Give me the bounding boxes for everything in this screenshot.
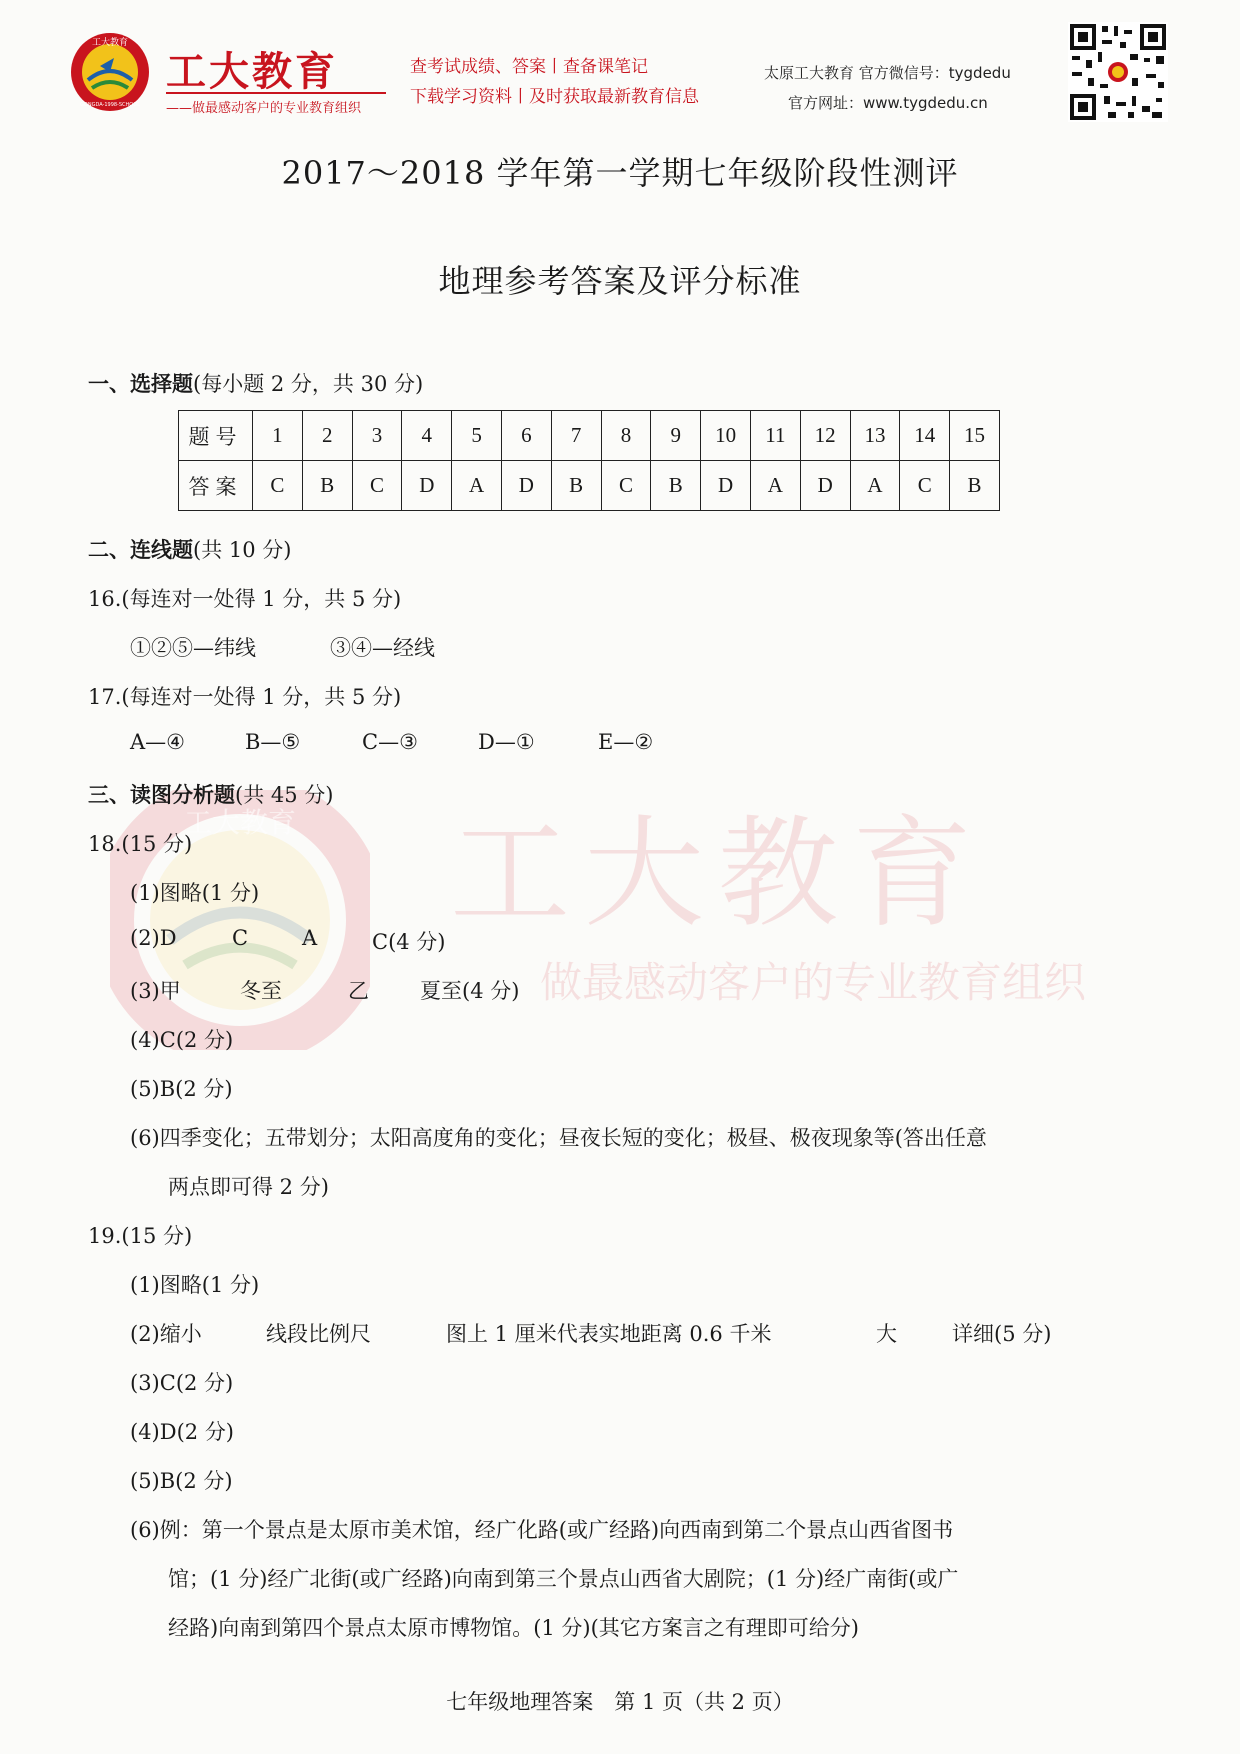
section3-header [88, 779, 333, 809]
watermark-seal-text: 工大教育 [183, 806, 297, 839]
q19-6-line2: 馆；(1 分)经广北街(或广经路)向南到第三个景点山西省大剧院；(1 分)经广南街(或广 [168, 1567, 959, 1591]
q18-header: 18.(15 分) [88, 832, 193, 856]
answer-table [178, 410, 1000, 511]
q18-6-line2: 两点即可得 2 分) [168, 1175, 329, 1199]
q18-3-part: (3)甲 [130, 979, 181, 1003]
q18-1: (1)图略(1 分) [130, 881, 260, 905]
q16-header: 16.(每连对一处得 1 分，共 5 分) [88, 587, 402, 611]
question-number-cell: 2 [302, 411, 352, 461]
section1-header [88, 368, 423, 398]
q18-4: (4)C(2 分) [130, 1028, 234, 1052]
question-number-cell: 4 [402, 411, 452, 461]
q17-answer: D—① [478, 730, 535, 754]
answer-cell: A [850, 461, 900, 511]
q19-6-line3: 经路)向南到第四个景点太原市博物馆。(1 分)(其它方案言之有理即可给分) [168, 1616, 859, 1640]
section2-heading: 二、连线题 [88, 537, 193, 562]
q18-6-line1: (6)四季变化；五带划分；太阳高度角的变化；昼夜长短的变化；极昼、极夜现象等(答出任意 [130, 1126, 987, 1150]
answer-cell: A [750, 461, 800, 511]
question-number-cell: 11 [750, 411, 800, 461]
section1-note: (每小题 2 分，共 30 分) [193, 372, 424, 396]
q19-3: (3)C(2 分) [130, 1371, 234, 1395]
q18-3-part: 冬至 [240, 979, 282, 1003]
q17-answer: E—② [598, 730, 654, 754]
q18-3-part: 夏至(4 分) [420, 979, 520, 1003]
q19-2-part: 线段比例尺 [266, 1322, 371, 1346]
q19-1: (1)图略(1 分) [130, 1273, 260, 1297]
logo-seal [70, 32, 150, 112]
question-number-cell: 10 [701, 411, 751, 461]
q16-answer-2: ③④—经线 [330, 636, 435, 660]
question-number-cell: 13 [850, 411, 900, 461]
q19-2-part: 图上 1 厘米代表实地距离 0.6 千米 [446, 1322, 772, 1346]
page-title: 2017～2018 学年第一学期七年级阶段性测评 [281, 154, 959, 192]
answer-cell: A [452, 461, 502, 511]
q19-2-part: (2)缩小 [130, 1322, 202, 1346]
answer-cell: B [302, 461, 352, 511]
logo-seal-title: 工大教育 [91, 38, 129, 48]
answer-cell: D [800, 461, 850, 511]
q19-header: 19.(15 分) [88, 1224, 193, 1248]
watermark-subtext: 做最感动客户的专业教育组织 [540, 958, 1087, 1007]
q17-answer: B—⑤ [245, 730, 301, 754]
q18-2-part: C(4 分) [372, 930, 446, 954]
brand-underline [166, 92, 386, 94]
question-number-cell: 15 [950, 411, 1000, 461]
page-subtitle: 地理参考答案及评分标准 [438, 262, 802, 300]
answer-cell: C [601, 461, 651, 511]
promo-line-1: 查考试成绩、答案丨查备课笔记 [410, 57, 648, 77]
q18-2-part: A [302, 926, 318, 950]
promo-line-2: 下载学习资料丨及时获取最新教育信息 [410, 87, 699, 107]
contact-website: 官方网址：www.tygdedu.cn [788, 94, 988, 112]
answer-cell: B [950, 461, 1000, 511]
question-number-cell: 8 [601, 411, 651, 461]
brand-name: 工大教育 [166, 49, 338, 95]
q19-2-part: 详细(5 分) [952, 1322, 1052, 1346]
answer-cell: C [900, 461, 950, 511]
q18-2-part: (2)D [130, 926, 177, 950]
answer-table-answer-row [179, 461, 1000, 511]
answer-cell: B [651, 461, 701, 511]
question-number-cell: 9 [651, 411, 701, 461]
answer-table-number-row [179, 411, 1000, 461]
question-number-cell: 12 [800, 411, 850, 461]
answer-cell: D [501, 461, 551, 511]
number-row-label: 题号 [179, 411, 253, 461]
q16-answer-1: ①②⑤—纬线 [130, 636, 256, 660]
q17-answer: A—④ [130, 730, 185, 754]
answer-cell: B [551, 461, 601, 511]
question-number-cell: 1 [253, 411, 303, 461]
brand-slogan: ——做最感动客户的专业教育组织 [166, 101, 362, 116]
answer-cell: C [352, 461, 402, 511]
question-number-cell: 14 [900, 411, 950, 461]
answer-row-label: 答案 [179, 461, 253, 511]
section2-header [88, 534, 291, 564]
section1-heading: 一、选择题 [88, 371, 193, 396]
watermark-text: 工大教育 [450, 805, 986, 944]
question-number-cell: 3 [352, 411, 402, 461]
question-number-cell: 7 [551, 411, 601, 461]
answer-cell: D [402, 461, 452, 511]
qr-code [1068, 22, 1168, 122]
contact-wechat: 太原工大教育 官方微信号：tygdedu [764, 64, 1011, 82]
answer-cell: C [253, 461, 303, 511]
question-number-cell: 5 [452, 411, 502, 461]
logo-seal-ring-text: GONGDA-1998-SCHOOL [80, 102, 140, 108]
section3-note: (共 45 分) [235, 783, 334, 807]
q18-3-part: 乙 [348, 979, 369, 1003]
answer-cell: D [701, 461, 751, 511]
page-footer: 七年级地理答案 第 1 页（共 2 页） [446, 1690, 794, 1714]
q17-header: 17.(每连对一处得 1 分，共 5 分) [88, 685, 402, 709]
section2-note: (共 10 分) [193, 538, 292, 562]
question-number-cell: 6 [501, 411, 551, 461]
q19-5: (5)B(2 分) [130, 1469, 233, 1493]
q19-6-line1: (6)例：第一个景点是太原市美术馆，经广化路(或广经路)向西南到第二个景点山西省图书 [130, 1518, 954, 1542]
q18-2-part: C [232, 926, 249, 950]
q19-2-part: 大 [876, 1322, 897, 1346]
q19-4: (4)D(2 分) [130, 1420, 235, 1444]
section3-heading: 三、读图分析题 [88, 782, 235, 807]
q17-answer: C—③ [362, 730, 418, 754]
q18-5: (5)B(2 分) [130, 1077, 233, 1101]
